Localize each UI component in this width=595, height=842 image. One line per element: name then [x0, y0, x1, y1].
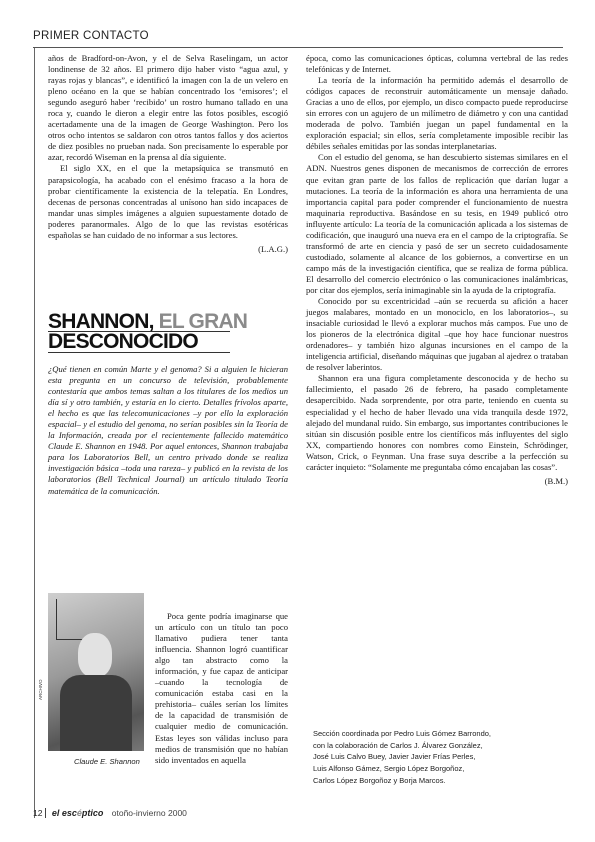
paragraph: Shannon era una figura completamente desconocida y de hecho su fallecimiento, el pasado 26 de febrero, ha pasado completamente desapercibido. Nada sorprendente, por otra parte, teniendo en cuenta su especialidad y el hecho de haber llevado una vida tranquila desde 1972, alejado del mundanal ruido. Sin embargo, sus importantes contribuciones le sitúan sin discusión posible entre los científicos más influyentes del siglo XX, compartiendo honores con nombres como Einstein, Schrödinger, Watson, Crick, o Feynman. Una frase suya describe a la perfección su carácter inquieto: “Solamente me preguntaba cómo encajaban las cosas”. — [306, 373, 568, 472]
article-title — [48, 312, 298, 352]
magazine-name — [52, 808, 104, 818]
signature: (B.M.) — [544, 475, 568, 486]
paragraph: Conocido por su excentricidad –aún se recuerda su afición a hacer juegos malabares, montado en un monociclo, en los laboratorios–, su insaciable curiosidad le llevó a explorar muchos más campos. Fue uno de los pioneros de la electrónica digital –que hoy hace funcionar nuestros ordenadores– y también hizo algunas incursiones en el campo de la inteligencia artificial, diseñando máquinas que jugaban al ajedrez o trataban de resolver laberintos. — [306, 296, 568, 373]
title-black: SHANNON, — [48, 310, 154, 333]
credit-line: José Luis Calvo Buey, Javier Javier Frías Perles, — [313, 752, 476, 762]
paragraph: años de Bradford-on-Avon, y el de Selva Raselingam, un actor londinense de 32 años. El primero dijo haber visto “agua azul, y rayas rojas y blancas”, e identificó la imagen con la de un velero en pleno océano en la que se habían concentrado los ‘emisores’; el segundo aseguró haber ‘recibido’ un rostro humano tallado en una roca y, cuando le dieron a elegir entre las fotos posibles, escogió acertadamente una de la imagen de George Washington. Pero los otros ocho intentos se saldaron con otros tantos fallos y dos aciertos de diez posibles no prueban nada. Son precisamente lo esperable por azar, recordó Wiseman en la prensa al día siguiente. — [48, 53, 288, 163]
paragraph: Con el estudio del genoma, se han descubierto sistemas similares en el ADN. Nuestros genes disponen de mecanismos de corrección de errores que evitan gran parte de los fallos de replicación que darían lugar a mutaciones. La teoría de la información es ahora una herramienta de una importancia capital para poder comprender el funcionamiento de nuestra maquinaria reproductiva. Basándose en su tesis, en 1949 publicó otro influyente artículo: La teoría de la comunicación aplicada a los sistemas de codificación, que inauguró una nueva era en el campo de la criptografía. Se transformó de arte en ciencia y pasó de ser un secreto cuidadosamente custodiado, solamente al alcance de los gobiernos, a convertirse en un campo más de la investigación científica, que se realiza de forma pública. El desarrollo del comercio electrónico o las comunicaciones inalámbricas, por citar dos ejemplos, sería inimaginable sin la ayuda de la criptografía. — [306, 152, 568, 295]
paragraph: La teoría de la información ha permitido además el desarrollo de códigos capaces de reconstruir automáticamente un mensaje dañado. Gracias a uno de ellos, por ejemplo, un disco compacto puede reproducirse sin errores con un agujero de un milímetro de diámetro y con una cantidad moderada de polvo. También juegan un papel fundamental en la exploración espacial; sin ellos, sería completamente imposible recibir las débiles señales emitidas por las sondas interplanetarias. — [306, 75, 568, 152]
title-gray: EL GRAN — [158, 310, 248, 333]
header-rule — [33, 47, 563, 48]
photo-side-column — [155, 611, 288, 766]
page-footer — [33, 808, 187, 818]
magazine-name-part: ptico — [81, 808, 104, 818]
credit-line: Luis Alfonso Gámez, Sergio López Borgoñoz, — [313, 764, 465, 774]
paragraph: Poca gente podría imaginarse que un artículo con un título tan poco llamativo pudiera tener tanta influencia. Shannon logró cuantificar algo tan abstracto como la información, y fue capaz de anticipar –cuando la tecnología de comunicación estaba casi en la prehistoria– cuáles serían los límites de la capacidad de transmisión de cualquier medio de comunicación. Estas leyes son válidas incluso para medios de transmisión que no habían sido inventados en aquella — [155, 611, 288, 765]
credit-line: Carlos López Borgoñoz y Borja Marcos. — [313, 775, 446, 785]
magazine-name-part: é — [76, 808, 82, 818]
page-number: 12 — [33, 808, 46, 818]
shannon-photo — [48, 593, 144, 751]
paragraph: El siglo XX, en el que la metapsíquica se transmutó en parapsicología, ha acabado con el enésimo fracaso a la hora de probar científicamente la existencia de la telepatía. En Londres, decenas de personas concentradas al unísono han sido incapaces de mandar unas simples imágenes a alguien supuestamente dotado de poderes paranormales. Algo de lo que las revistas esotéricas españolas se han cuidado de no informar a sus lectores. — [48, 163, 288, 240]
magazine-name-part: el esc — [51, 808, 77, 818]
paragraph: época, como las comunicaciones ópticas, columna vertebral de las redes telefónicas y de Internet. — [306, 53, 568, 75]
body — [60, 675, 132, 751]
article-intro: ¿Qué tienen en común Marte y el genoma? Si a alguien le hicieran esta pregunta en un concurso de televisión, probablemente contestaría que ambos temas saltan a los titulares de los medios un día sí y otro también, y estaría en lo cierto. Detalles frívolos aparte, el hecho es que las telecomunicaciones –y por ello la exploración espacial– y el estudio del genoma, no serían posibles sin la Teoría de la Información, creada por el recientemente fallecido matemático Claude E. Shannon en 1948. Por aquel entonces, Shannon trabajaba para los Laboratorios Bell, un centro privado donde se realiza investigación básica –toda una rareza– y publicó en la revista de los laboratorios (Bell Technical Journal) un artículo titulado Teoría matemática de la comunicación. — [48, 364, 288, 496]
credits — [313, 728, 553, 787]
right-column — [306, 53, 568, 487]
photo-caption: Claude E. Shannon — [74, 757, 140, 766]
margin-rule — [34, 48, 35, 818]
signature: (L.A.G.) — [258, 243, 288, 254]
title-line2: DESCONOCIDO — [48, 330, 198, 353]
photo-credit: ARCHIVO — [38, 679, 43, 700]
title-underline — [48, 331, 230, 332]
credit-line: Sección coordinada por Pedro Luis Gómez Barrondo, — [313, 729, 492, 738]
section-title: PRIMER CONTACTO — [33, 30, 149, 42]
title-underline — [48, 352, 230, 353]
credit-line: con la colaboración de Carlos J. Álvarez González, — [313, 740, 483, 750]
face — [78, 633, 112, 677]
issue-label: otoño-invierno 2000 — [111, 808, 187, 818]
left-column — [48, 53, 288, 255]
